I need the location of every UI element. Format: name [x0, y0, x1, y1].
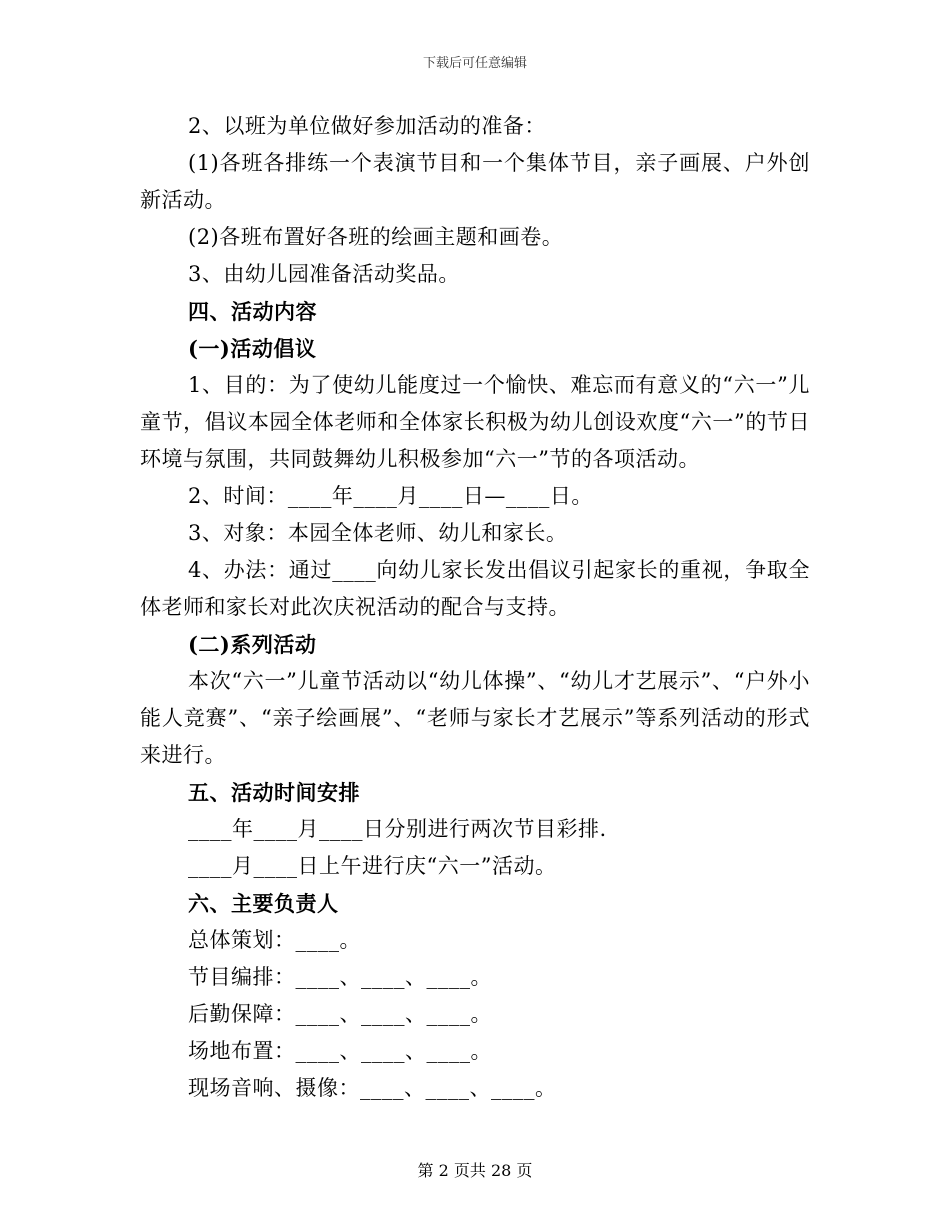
- paragraph: 1、目的：为了使幼儿能度过一个愉快、难忘而有意义的“六一”儿童节，倡议本园全体老师和全体家长积极为幼儿创设欢度“六一”的节日环境与氛围，共同鼓舞幼儿积极参加“六一”节的各项活动。: [140, 373, 810, 471]
- paragraph: ____年____月____日分别进行两次节目彩排.: [188, 817, 607, 841]
- paragraph: ____月____日上午进行庆“六一”活动。: [188, 854, 557, 878]
- paragraph: 2、以班为单位做好参加活动的准备：: [188, 114, 546, 138]
- paragraph: 3、对象：本园全体老师、幼儿和家长。: [188, 521, 568, 545]
- subsection-heading: (一)活动倡议: [188, 336, 317, 361]
- paragraph: 节目编排：____、____、____。: [188, 965, 492, 989]
- document-body: [140, 108, 810, 1107]
- subsection-heading: (二)系列活动: [188, 632, 317, 657]
- paragraph: 本次“六一”儿童节活动以“幼儿体操”、“幼儿才艺展示”、“户外小能人竞赛”、“亲子绘画展”、“老师与家长才艺展示”等系列活动的形式来进行。: [140, 669, 810, 767]
- paragraph: 2、时间：____年____月____日—____日。: [188, 484, 593, 508]
- section-heading: 六、主要负责人: [188, 891, 339, 916]
- paragraph: 现场音响、摄像：____、____、____。: [188, 1076, 557, 1100]
- paragraph: 后勤保障：____、____、____。: [188, 1002, 492, 1026]
- section-heading: 四、活动内容: [188, 299, 317, 324]
- page-header: 下载后可任意编辑: [422, 56, 527, 71]
- paragraph: 总体策划：____。: [188, 928, 361, 952]
- paragraph: 4、办法：通过____向幼儿家长发出倡议引起家长的重视，争取全体老师和家长对此次庆祝活动的配合与支持。: [140, 558, 810, 619]
- paragraph: (2)各班布置好各班的绘画主题和画卷。: [188, 225, 564, 249]
- paragraph: 场地布置：____、____、____。: [188, 1039, 492, 1063]
- page-footer: 第 2 页共 28 页: [417, 1161, 533, 1180]
- paragraph: (1)各班各排练一个表演节目和一个集体节目，亲子画展、户外创新活动。: [140, 151, 810, 212]
- paragraph: 3、由幼儿园准备活动奖品。: [188, 262, 460, 286]
- section-heading: 五、活动时间安排: [188, 780, 360, 805]
